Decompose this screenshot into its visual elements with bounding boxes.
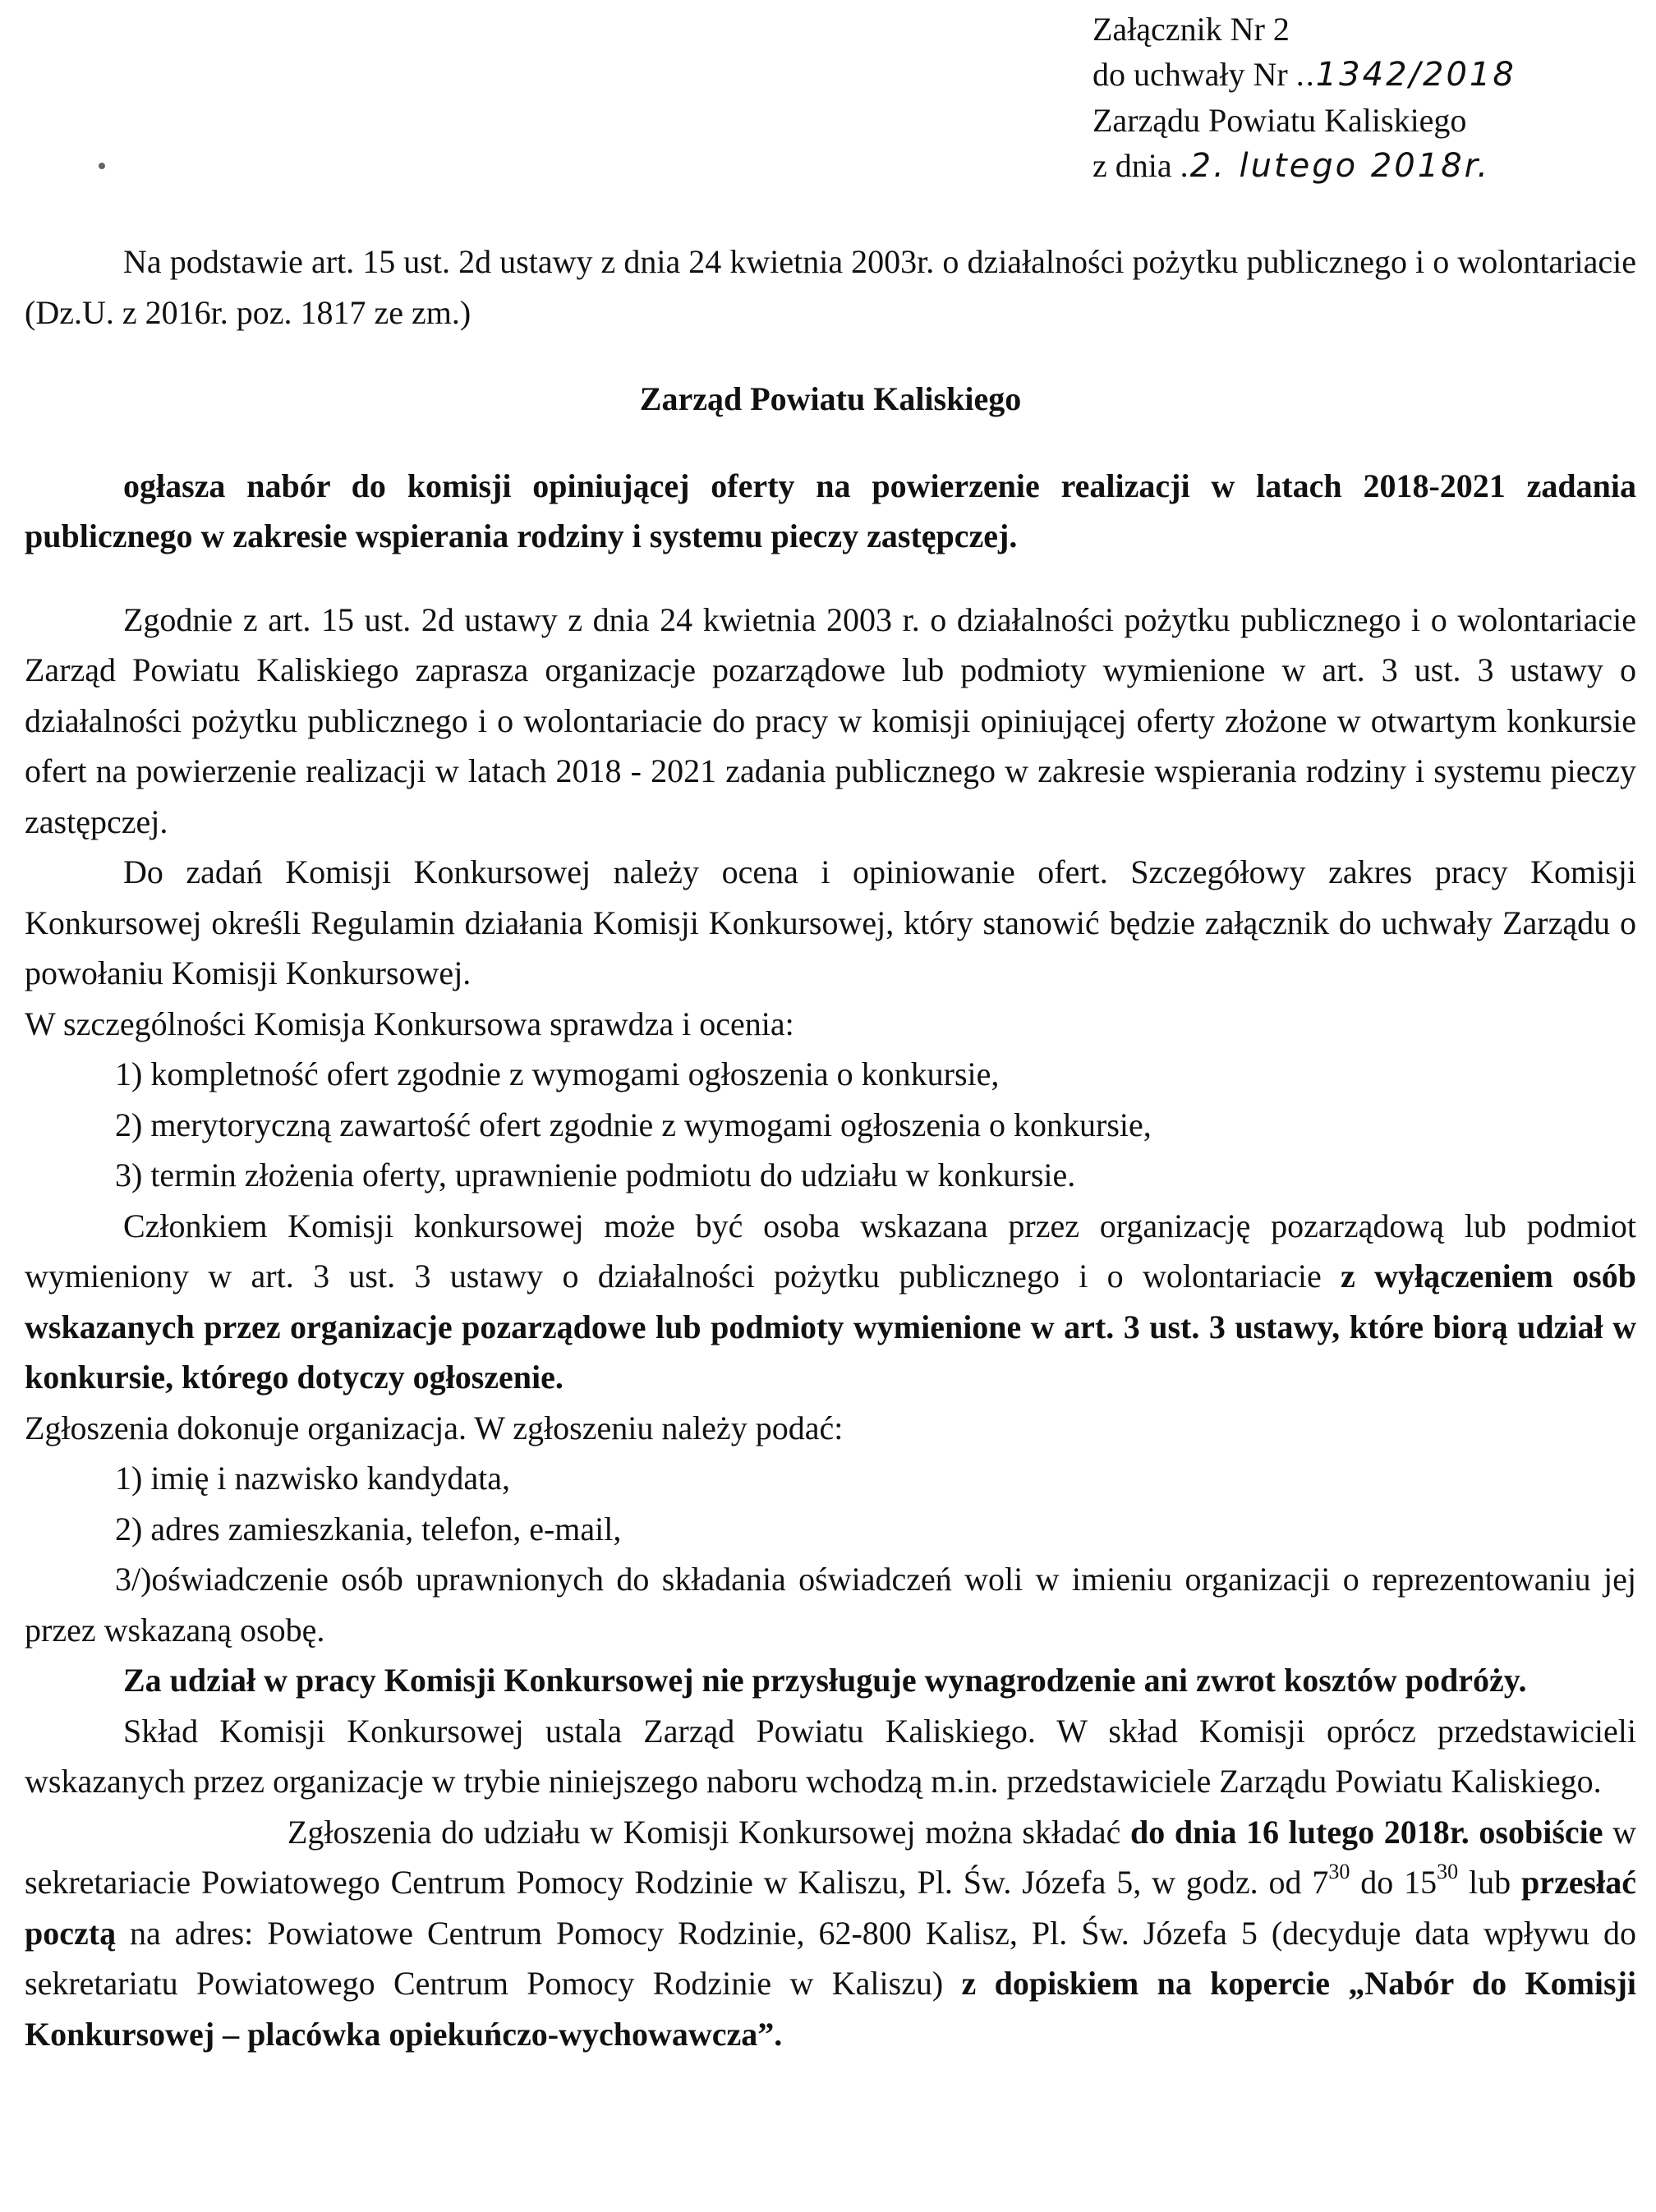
remuneration-text: Za udział w pracy Komisji Konkursowej nie przysługuje wynagrodzenie ani zwrot kosztów podróży. [123, 1662, 1527, 1699]
document-body [25, 237, 1636, 2059]
evaluation-item-1: 1) kompletność ofert zgodnie z wymogami ogłoszenia o konkursie, [115, 1055, 1000, 1092]
membership-text: Członkiem Komisji konkursowej może być osoba wskazana przez organizację pozarządową lub podmiot wymieniony w art. 3 ust. 3 ustawy o działalności pożytku publicznego i o wolontariacie [25, 1207, 1636, 1295]
submission-text-4: lub [1458, 1864, 1522, 1901]
hours-end-minutes: 30 [1437, 1859, 1459, 1883]
submission-text-1: Zgłoszenia do udziału w Komisji Konkursowej można składać [288, 1813, 1130, 1851]
commission-tasks-paragraph: Do zadań Komisji Konkursowej należy ocena i opiniowanie ofert. Szczegółowy zakres pracy Komisji Konkursowej określi Regulamin działania Komisji Konkursowej, który stanowić będzie załącznik do uchwały Zarządu o powołaniu Komisji Konkursowej. [25, 853, 1636, 991]
submission-text-3: do 15 [1350, 1864, 1438, 1901]
attachment-header [1092, 7, 1635, 189]
hours-start-minutes: 30 [1328, 1859, 1350, 1883]
submission-text-2: w sekretariacie Powiatowego Centrum Pomocy Rodzinie w Kaliszu, Pl. Św. Józefa 5, w godz. od 7 [25, 1813, 1637, 1901]
application-intro: Zgłoszenia dokonuje organizacja. W zgłoszeniu należy podać: [25, 1409, 844, 1446]
document-title: Zarząd Powiatu Kaliskiego [639, 380, 1022, 417]
evaluation-intro: W szczególności Komisja Konkursowa sprawdza i ocenia: [25, 1005, 794, 1042]
composition-paragraph: Skład Komisji Konkursowej ustala Zarząd Powiatu Kaliskiego. W skład Komisji oprócz przedstawicieli wskazanych przez organizacje w trybie niniejszego naboru wchodzą m.in. przedstawiciele Zarządu Powiatu Kaliskiego. [25, 1712, 1636, 1800]
application-item-1: 1) imię i nazwisko kandydata, [115, 1460, 510, 1497]
date-handwritten: 2. lutego 2018r. [1189, 147, 1491, 185]
date-prefix: z dnia [1092, 147, 1180, 184]
attachment-number: Załącznik Nr 2 [1092, 11, 1290, 48]
submission-deadline: do dnia 16 lutego 2018r. osobiście [1129, 1813, 1603, 1851]
remuneration-paragraph [25, 1655, 1636, 1706]
announcement-paragraph [25, 461, 1636, 562]
resolution-prefix: do uchwały Nr [1092, 56, 1296, 93]
board-name-line: Zarządu Powiatu Kaliskiego [1092, 102, 1467, 139]
scan-speck [99, 163, 105, 169]
legal-basis-paragraph: Na podstawie art. 15 ust. 2d ustawy z dnia 24 kwietnia 2003r. o działalności pożytku publicznego i o wolontariacie (Dz.U. z 2016r. poz. 1817 ze zm.) [25, 243, 1636, 331]
submission-text-5: na adres: Powiatowe Centrum Pomocy Rodzinie, 62-800 Kalisz, Pl. Św. Józefa 5 (decyduje data wpływu do sekretariatu Powiatowego Centrum Pomocy Rodzinie w Kaliszu) [25, 1914, 1636, 2002]
membership-exclusion: z wyłączeniem osób wskazanych przez organizacje pozarządowe lub podmioty wymienione w art. 3 ust. 3 ustawy, które biorą udział w konkursie, którego dotyczy ogłoszenie. [25, 1258, 1636, 1396]
invitation-paragraph: Zgodnie z art. 15 ust. 2d ustawy z dnia 24 kwietnia 2003 r. o działalności pożytku publicznego i o wolontariacie Zarząd Powiatu Kaliskiego zaprasza organizacje pozarządowe lub podmioty wymienione w art. 3 ust. 3 ustawy o działalności pożytku publicznego i o wolontariacie do pracy w komisji opiniującej oferty złożone w otwartym konkursie ofert na powierzenie realizacji w latach 2018 - 2021 zadania publicznego w zakresie wspierania rodziny i systemu pieczy zastępczej. [25, 600, 1636, 840]
date-line: z dnia .2. lutego 2018r. [1092, 147, 1491, 185]
submission-by-post: przesłać pocztą [25, 1864, 1636, 1952]
envelope-note: z dopiskiem na kopercie „Nabór do Komisji Konkursowej – placówka opiekuńczo-wychowawcza”. [25, 1965, 1636, 2053]
evaluation-item-2: 2) merytoryczną zawartość ofert zgodnie z wymogami ogłoszenia o konkursie, [115, 1106, 1152, 1143]
submission-paragraph [25, 1807, 1636, 2060]
announcement-text: ogłasza nabór do komisji opiniującej oferty na powierzenie realizacji w latach 2018-2021 zadania publicznego w zakresie wspierania rodziny i systemu pieczy zastępczej. [25, 467, 1636, 554]
evaluation-item-3: 3) termin złożenia oferty, uprawnienie podmiotu do udziału w konkursie. [115, 1157, 1076, 1193]
resolution-number-line: do uchwały Nr ..1342/2018 [1092, 56, 1516, 94]
application-item-2: 2) adres zamieszkania, telefon, e-mail, [115, 1510, 622, 1547]
application-item-3: 3/)oświadczenie osób uprawnionych do składania oświadczeń woli w imieniu organizacji o reprezentowaniu jej przez wskazaną osobę. [25, 1561, 1636, 1649]
membership-paragraph [25, 1201, 1636, 1403]
resolution-number-handwritten: 1342/2018 [1315, 56, 1516, 94]
